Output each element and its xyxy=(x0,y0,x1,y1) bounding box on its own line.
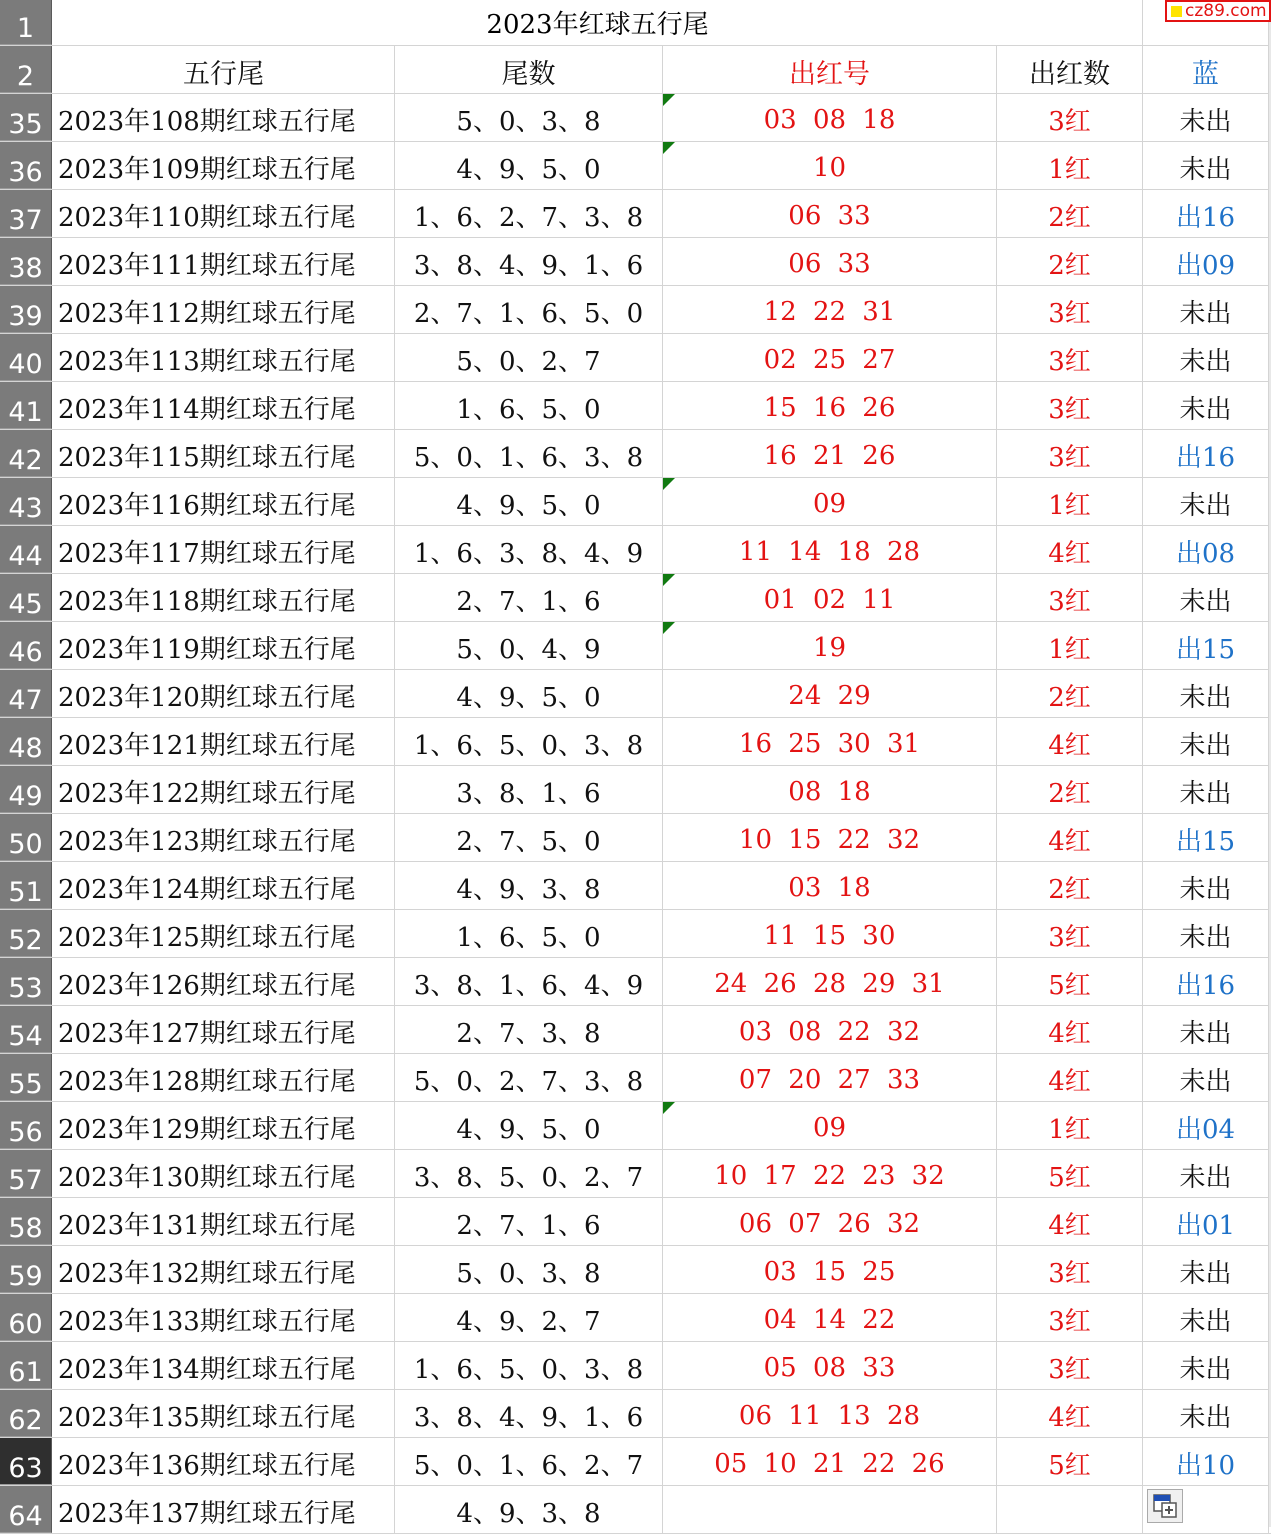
table-row xyxy=(0,526,1271,574)
cell-tails[interactable]: 4、9、3、8 xyxy=(395,1486,663,1533)
row-number[interactable]: 39 xyxy=(0,286,52,333)
cell-reds[interactable]: 06 11 13 28 xyxy=(663,1390,997,1437)
cell-red-count[interactable]: 3红 xyxy=(997,574,1143,621)
cell-period[interactable]: 2023年120期红球五行尾 xyxy=(53,670,395,717)
header-tails[interactable]: 尾数 xyxy=(395,46,663,93)
table-row xyxy=(0,718,1271,766)
row-number[interactable]: 2 xyxy=(0,46,52,93)
table-row xyxy=(0,862,1271,910)
cell-period[interactable]: 2023年134期红球五行尾 xyxy=(53,1342,395,1389)
cell-reds-text: 01 02 11 xyxy=(763,584,896,615)
header-red-count[interactable]: 出红数 xyxy=(997,46,1143,93)
table-row xyxy=(0,1246,1271,1294)
cell-tails[interactable]: 1、6、5、0 xyxy=(395,382,663,429)
cell-blue[interactable]: 出15 xyxy=(1143,814,1269,861)
row-number[interactable]: 43 xyxy=(0,478,52,525)
row-number[interactable]: 35 xyxy=(0,94,52,141)
row-number[interactable]: 1 xyxy=(0,0,52,45)
cell-period[interactable]: 2023年137期红球五行尾 xyxy=(53,1486,395,1533)
row-number[interactable]: 45 xyxy=(0,574,52,621)
cell-reds[interactable]: 12 22 31 xyxy=(663,286,997,333)
cell-tails[interactable]: 2、7、5、0 xyxy=(395,814,663,861)
paste-options-button[interactable] xyxy=(1147,1489,1183,1523)
comment-indicator-icon xyxy=(663,478,675,490)
cell-red-count[interactable]: 3红 xyxy=(997,430,1143,477)
cell-blue[interactable]: 未出 xyxy=(1143,1054,1269,1101)
cell-red-count[interactable]: 4红 xyxy=(997,526,1143,573)
cell-blue[interactable]: 出10 xyxy=(1143,1438,1269,1485)
row-number[interactable]: 55 xyxy=(0,1054,52,1101)
site-watermark xyxy=(1165,0,1271,22)
cell-period[interactable]: 2023年127期红球五行尾 xyxy=(53,1006,395,1053)
row-number[interactable]: 40 xyxy=(0,334,52,381)
cell-period[interactable]: 2023年112期红球五行尾 xyxy=(53,286,395,333)
cell-reds[interactable] xyxy=(663,1102,997,1149)
cell-red-count[interactable]: 4红 xyxy=(997,1390,1143,1437)
row-number[interactable]: 57 xyxy=(0,1150,52,1197)
comment-indicator-icon xyxy=(663,142,675,154)
table-row xyxy=(0,958,1271,1006)
cell-tails[interactable]: 1、6、5、0、3、8 xyxy=(395,718,663,765)
cell-red-count[interactable]: 2红 xyxy=(997,766,1143,813)
cell-blue[interactable]: 未出 xyxy=(1143,1342,1269,1389)
table-row xyxy=(0,238,1271,286)
comment-indicator-icon xyxy=(663,574,675,586)
cell-period[interactable]: 2023年129期红球五行尾 xyxy=(53,1102,395,1149)
row-number[interactable]: 59 xyxy=(0,1246,52,1293)
cell-red-count[interactable]: 4红 xyxy=(997,718,1143,765)
cell-period[interactable]: 2023年121期红球五行尾 xyxy=(53,718,395,765)
table-row xyxy=(0,142,1271,190)
cell-period[interactable]: 2023年131期红球五行尾 xyxy=(53,1198,395,1245)
cell-red-count[interactable]: 3红 xyxy=(997,286,1143,333)
cell-period[interactable]: 2023年117期红球五行尾 xyxy=(53,526,395,573)
cell-blue[interactable]: 出01 xyxy=(1143,1198,1269,1245)
cell-red-count[interactable]: 3红 xyxy=(997,910,1143,957)
cell-blue[interactable]: 未出 xyxy=(1143,718,1269,765)
cell-period[interactable]: 2023年118期红球五行尾 xyxy=(53,574,395,621)
cell-blue[interactable]: 出16 xyxy=(1143,430,1269,477)
cell-period[interactable]: 2023年116期红球五行尾 xyxy=(53,478,395,525)
cell-blue[interactable]: 未出 xyxy=(1143,286,1269,333)
row-number[interactable]: 62 xyxy=(0,1390,52,1437)
cell-reds[interactable]: 06 33 xyxy=(663,238,997,285)
cell-red-count[interactable]: 3红 xyxy=(997,94,1143,141)
table-row xyxy=(0,574,1271,622)
cell-tails[interactable]: 5、0、3、8 xyxy=(395,94,663,141)
watermark-text: cz89.com xyxy=(1185,1,1267,21)
cell-reds[interactable]: 04 14 22 xyxy=(663,1294,997,1341)
cell-reds-text: 09 xyxy=(812,488,847,519)
row-number[interactable]: 38 xyxy=(0,238,52,285)
header-row xyxy=(0,46,1271,94)
sheet-title[interactable]: 2023年红球五行尾 xyxy=(53,0,1143,45)
cell-tails[interactable]: 4、9、2、7 xyxy=(395,1294,663,1341)
title-row xyxy=(0,0,1271,46)
cell-red-count[interactable]: 4红 xyxy=(997,1198,1143,1245)
cell-period[interactable]: 2023年111期红球五行尾 xyxy=(53,238,395,285)
cell-red-count[interactable]: 1红 xyxy=(997,142,1143,189)
cell-red-count[interactable]: 4红 xyxy=(997,1054,1143,1101)
cell-blue[interactable]: 未出 xyxy=(1143,766,1269,813)
cell-tails[interactable]: 3、8、1、6 xyxy=(395,766,663,813)
table-row xyxy=(0,814,1271,862)
table-row xyxy=(0,190,1271,238)
cell-reds[interactable]: 07 20 27 33 xyxy=(663,1054,997,1101)
table-row xyxy=(0,1150,1271,1198)
cell-tails[interactable]: 5、0、1、6、3、8 xyxy=(395,430,663,477)
row-number[interactable]: 60 xyxy=(0,1294,52,1341)
comment-indicator-icon xyxy=(663,94,675,106)
header-period[interactable]: 五行尾 xyxy=(53,46,395,93)
cell-blue[interactable]: 未出 xyxy=(1143,1390,1269,1437)
cell-tails[interactable]: 1、6、5、0、3、8 xyxy=(395,1342,663,1389)
cell-reds-text: 03 08 18 xyxy=(763,104,896,135)
row-number[interactable]: 36 xyxy=(0,142,52,189)
cell-red-count[interactable]: 2红 xyxy=(997,238,1143,285)
cell-period[interactable]: 2023年136期红球五行尾 xyxy=(53,1438,395,1485)
cell-reds[interactable]: 16 25 30 31 xyxy=(663,718,997,765)
header-blue[interactable]: 蓝 xyxy=(1143,46,1269,93)
cell-blue[interactable]: 未出 xyxy=(1143,478,1269,525)
cell-period[interactable]: 2023年128期红球五行尾 xyxy=(53,1054,395,1101)
table-row xyxy=(0,382,1271,430)
row-number[interactable]: 50 xyxy=(0,814,52,861)
cell-period[interactable]: 2023年119期红球五行尾 xyxy=(53,622,395,669)
cell-blue[interactable]: 未出 xyxy=(1143,1246,1269,1293)
row-number[interactable]: 37 xyxy=(0,190,52,237)
cell-period[interactable]: 2023年115期红球五行尾 xyxy=(53,430,395,477)
table-row xyxy=(0,622,1271,670)
row-number[interactable]: 61 xyxy=(0,1342,52,1389)
cell-blue[interactable]: 出15 xyxy=(1143,622,1269,669)
cell-tails[interactable]: 4、9、5、0 xyxy=(395,478,663,525)
cell-tails[interactable]: 5、0、1、6、2、7 xyxy=(395,1438,663,1485)
cell-reds[interactable] xyxy=(663,1486,997,1533)
row-number[interactable]: 54 xyxy=(0,1006,52,1053)
table-row xyxy=(0,334,1271,382)
cell-period[interactable]: 2023年109期红球五行尾 xyxy=(53,142,395,189)
row-number[interactable]: 49 xyxy=(0,766,52,813)
cell-red-count[interactable]: 1红 xyxy=(997,478,1143,525)
cell-tails[interactable]: 5、0、2、7、3、8 xyxy=(395,1054,663,1101)
table-row xyxy=(0,670,1271,718)
cell-red-count[interactable]: 4红 xyxy=(997,1006,1143,1053)
row-number[interactable]: 46 xyxy=(0,622,52,669)
cell-reds[interactable]: 10 15 22 32 xyxy=(663,814,997,861)
cell-reds[interactable]: 10 17 22 23 32 xyxy=(663,1150,997,1197)
table-row xyxy=(0,1006,1271,1054)
row-number[interactable]: 51 xyxy=(0,862,52,909)
cell-period[interactable]: 2023年126期红球五行尾 xyxy=(53,958,395,1005)
cell-blue[interactable]: 未出 xyxy=(1143,670,1269,717)
cell-period[interactable]: 2023年124期红球五行尾 xyxy=(53,862,395,909)
cell-reds[interactable]: 16 21 26 xyxy=(663,430,997,477)
cell-blue[interactable]: 未出 xyxy=(1143,862,1269,909)
table-row xyxy=(0,478,1271,526)
row-number[interactable]: 42 xyxy=(0,430,52,477)
cell-reds[interactable] xyxy=(663,478,997,525)
cell-reds-text: 09 xyxy=(812,1112,847,1143)
cell-reds[interactable]: 24 29 xyxy=(663,670,997,717)
cell-red-count[interactable]: 3红 xyxy=(997,382,1143,429)
cell-reds[interactable]: 05 10 21 22 26 xyxy=(663,1438,997,1485)
cell-reds[interactable]: 11 14 18 28 xyxy=(663,526,997,573)
cell-tails[interactable]: 1、6、5、0 xyxy=(395,910,663,957)
cell-blue[interactable]: 出08 xyxy=(1143,526,1269,573)
cell-tails[interactable]: 2、7、1、6 xyxy=(395,574,663,621)
row-number[interactable]: 53 xyxy=(0,958,52,1005)
cell-tails[interactable]: 2、7、3、8 xyxy=(395,1006,663,1053)
cell-red-count[interactable]: 2红 xyxy=(997,862,1143,909)
row-number[interactable]: 48 xyxy=(0,718,52,765)
cell-red-count[interactable]: 3红 xyxy=(997,334,1143,381)
cell-red-count[interactable]: 3红 xyxy=(997,1294,1143,1341)
row-number[interactable]: 47 xyxy=(0,670,52,717)
header-reds[interactable]: 出红号 xyxy=(663,46,997,93)
cell-tails[interactable]: 3、8、4、9、1、6 xyxy=(395,238,663,285)
cell-tails[interactable]: 5、0、4、9 xyxy=(395,622,663,669)
cell-blue[interactable]: 出09 xyxy=(1143,238,1269,285)
cell-red-count[interactable]: 3红 xyxy=(997,1342,1143,1389)
cell-blue[interactable]: 未出 xyxy=(1143,382,1269,429)
table-row xyxy=(0,1054,1271,1102)
cell-reds[interactable] xyxy=(663,94,997,141)
cell-blue[interactable]: 出16 xyxy=(1143,958,1269,1005)
table-row xyxy=(0,1198,1271,1246)
cell-red-count[interactable]: 2红 xyxy=(997,670,1143,717)
table-row xyxy=(0,94,1271,142)
row-number[interactable]: 52 xyxy=(0,910,52,957)
cell-reds[interactable]: 06 33 xyxy=(663,190,997,237)
cell-tails[interactable]: 4、9、5、0 xyxy=(395,142,663,189)
cell-period[interactable]: 2023年123期红球五行尾 xyxy=(53,814,395,861)
cell-red-count[interactable]: 1红 xyxy=(997,1102,1143,1149)
table-row xyxy=(0,1294,1271,1342)
cell-tails[interactable]: 4、9、5、0 xyxy=(395,670,663,717)
paste-options-icon xyxy=(1153,1494,1179,1520)
cell-red-count[interactable]: 1红 xyxy=(997,622,1143,669)
cell-period[interactable]: 2023年130期红球五行尾 xyxy=(53,1150,395,1197)
cell-reds[interactable] xyxy=(663,622,997,669)
cell-tails[interactable]: 4、9、5、0 xyxy=(395,1102,663,1149)
cell-tails[interactable]: 3、8、4、9、1、6 xyxy=(395,1390,663,1437)
cell-tails[interactable]: 1、6、3、8、4、9 xyxy=(395,526,663,573)
cell-tails[interactable]: 5、0、2、7 xyxy=(395,334,663,381)
row-number[interactable]: 56 xyxy=(0,1102,52,1149)
cell-reds[interactable]: 03 15 25 xyxy=(663,1246,997,1293)
row-number[interactable]: 64 xyxy=(0,1486,52,1533)
cell-reds[interactable]: 05 08 33 xyxy=(663,1342,997,1389)
cell-tails[interactable]: 5、0、3、8 xyxy=(395,1246,663,1293)
cell-red-count[interactable]: 5红 xyxy=(997,1150,1143,1197)
cell-blue[interactable]: 未出 xyxy=(1143,94,1269,141)
table-row xyxy=(0,1390,1271,1438)
table-row xyxy=(0,1342,1271,1390)
row-number[interactable]: 58 xyxy=(0,1198,52,1245)
table-row xyxy=(0,286,1271,334)
cell-red-count[interactable]: 5红 xyxy=(997,958,1143,1005)
table-row xyxy=(0,1438,1271,1486)
cell-tails[interactable]: 4、9、3、8 xyxy=(395,862,663,909)
comment-indicator-icon xyxy=(663,622,675,634)
cell-red-count[interactable]: 4红 xyxy=(997,814,1143,861)
cell-reds[interactable]: 24 26 28 29 31 xyxy=(663,958,997,1005)
cell-period[interactable]: 2023年132期红球五行尾 xyxy=(53,1246,395,1293)
cell-blue[interactable]: 未出 xyxy=(1143,1006,1269,1053)
logo-square-icon xyxy=(1171,6,1182,17)
table-row xyxy=(0,430,1271,478)
table-row xyxy=(0,766,1271,814)
row-number[interactable]: 41 xyxy=(0,382,52,429)
cell-blue[interactable]: 出16 xyxy=(1143,190,1269,237)
cell-reds[interactable]: 06 07 26 32 xyxy=(663,1198,997,1245)
cell-period[interactable]: 2023年114期红球五行尾 xyxy=(53,382,395,429)
cell-reds[interactable]: 03 08 22 32 xyxy=(663,1006,997,1053)
cell-red-count[interactable]: 2红 xyxy=(997,190,1143,237)
cell-period[interactable]: 2023年113期红球五行尾 xyxy=(53,334,395,381)
cell-reds-text: 10 xyxy=(812,152,847,183)
cell-reds[interactable]: 02 25 27 xyxy=(663,334,997,381)
cell-reds[interactable]: 03 18 xyxy=(663,862,997,909)
cell-period[interactable]: 2023年133期红球五行尾 xyxy=(53,1294,395,1341)
cell-tails[interactable]: 2、7、1、6、5、0 xyxy=(395,286,663,333)
cell-reds[interactable] xyxy=(663,142,997,189)
cell-blue[interactable]: 未出 xyxy=(1143,1294,1269,1341)
cell-blue[interactable]: 出04 xyxy=(1143,1102,1269,1149)
cell-reds-text: 19 xyxy=(812,632,847,663)
row-number[interactable]: 63 xyxy=(0,1438,52,1485)
cell-red-count[interactable] xyxy=(997,1486,1143,1533)
row-number[interactable]: 44 xyxy=(0,526,52,573)
cell-blue[interactable]: 未出 xyxy=(1143,1150,1269,1197)
cell-blue[interactable]: 未出 xyxy=(1143,574,1269,621)
cell-blue[interactable]: 未出 xyxy=(1143,910,1269,957)
cell-period[interactable]: 2023年125期红球五行尾 xyxy=(53,910,395,957)
cell-reds[interactable]: 11 15 30 xyxy=(663,910,997,957)
cell-blue[interactable]: 未出 xyxy=(1143,142,1269,189)
cell-red-count[interactable]: 5红 xyxy=(997,1438,1143,1485)
comment-indicator-icon xyxy=(663,1102,675,1114)
cell-reds[interactable]: 15 16 26 xyxy=(663,382,997,429)
cell-red-count[interactable]: 3红 xyxy=(997,1246,1143,1293)
cell-tails[interactable]: 2、7、1、6 xyxy=(395,1198,663,1245)
cell-period[interactable]: 2023年108期红球五行尾 xyxy=(53,94,395,141)
cell-tails[interactable]: 3、8、5、0、2、7 xyxy=(395,1150,663,1197)
cell-period[interactable]: 2023年110期红球五行尾 xyxy=(53,190,395,237)
cell-tails[interactable]: 3、8、1、6、4、9 xyxy=(395,958,663,1005)
cell-reds[interactable] xyxy=(663,574,997,621)
cell-tails[interactable]: 1、6、2、7、3、8 xyxy=(395,190,663,237)
cell-period[interactable]: 2023年135期红球五行尾 xyxy=(53,1390,395,1437)
table-row xyxy=(0,910,1271,958)
cell-period[interactable]: 2023年122期红球五行尾 xyxy=(53,766,395,813)
table-row xyxy=(0,1102,1271,1150)
cell-blue[interactable]: 未出 xyxy=(1143,334,1269,381)
cell-reds[interactable]: 08 18 xyxy=(663,766,997,813)
